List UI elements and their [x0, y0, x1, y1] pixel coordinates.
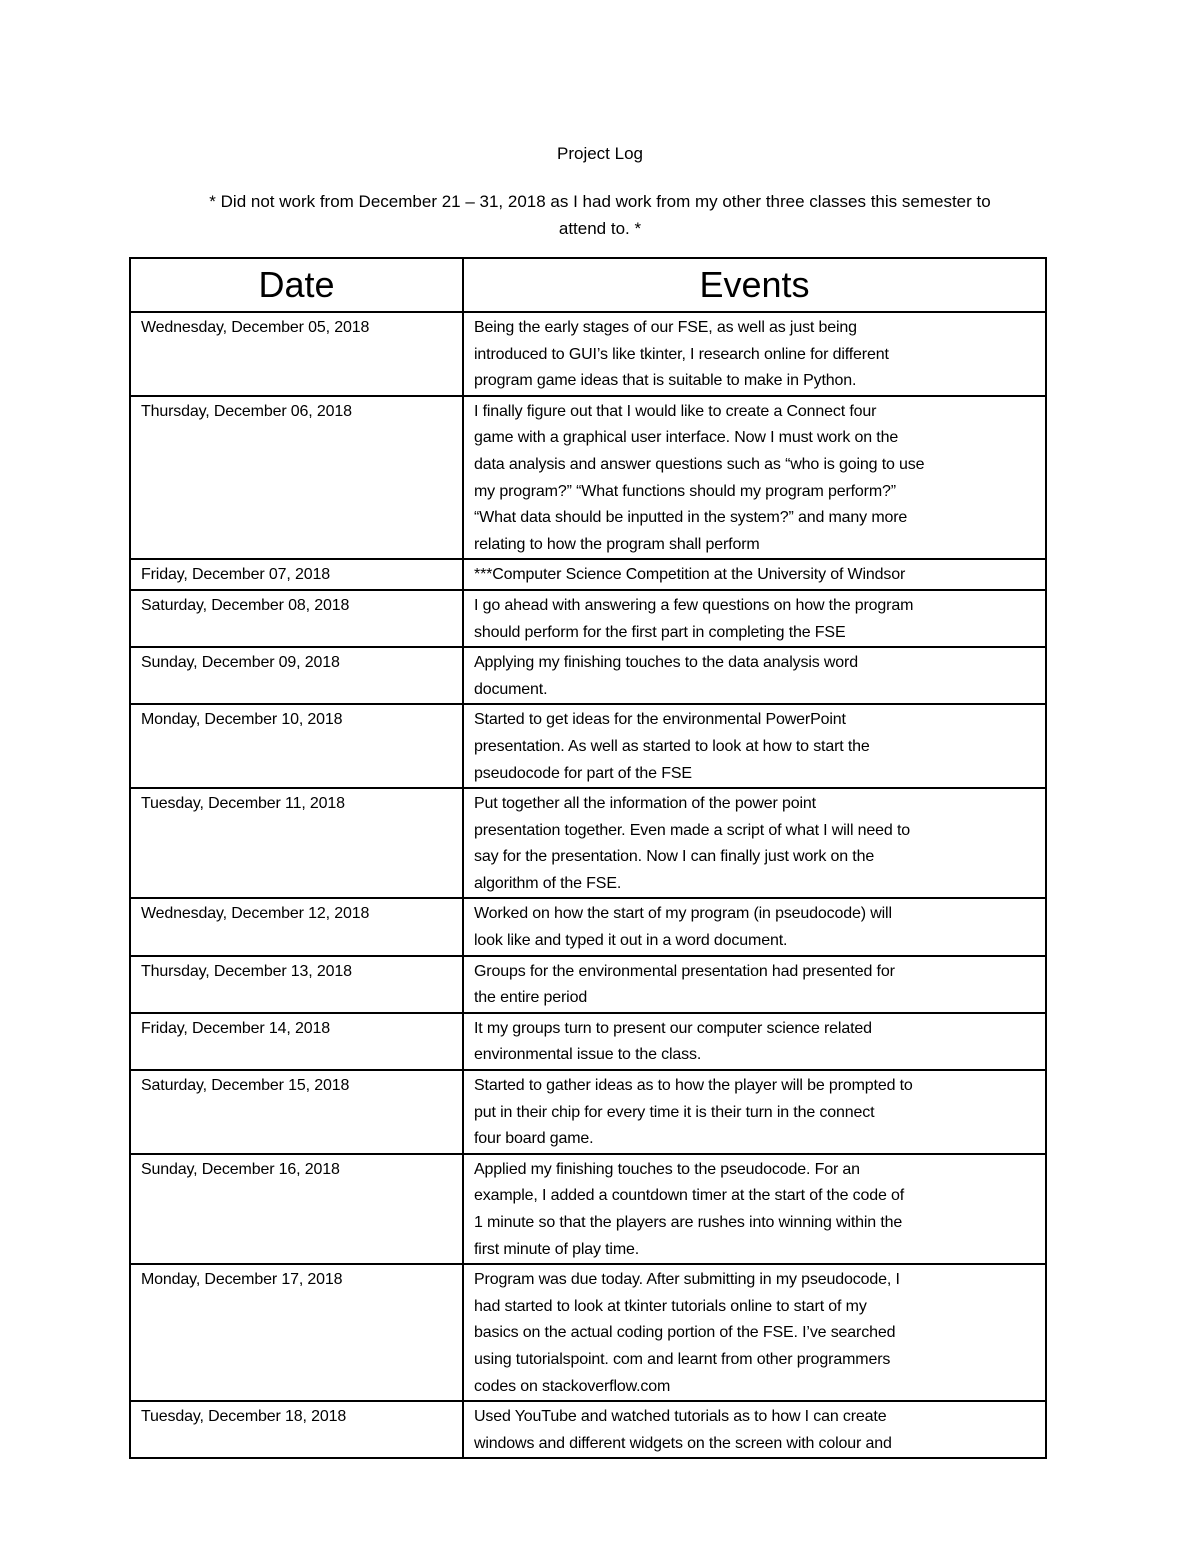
event-text-line: Started to gather ideas as to how the player will be prompted to [474, 1077, 913, 1095]
date-cell [130, 1154, 463, 1264]
event-text-line: ***Computer Science Competition at the University of Windsor [474, 566, 906, 584]
date-text: Sunday, December 09, 2018 [141, 654, 340, 672]
event-text-line: “What data should be inputted in the system?” and many more [474, 509, 908, 527]
event-text-line: document. [474, 680, 548, 698]
event-text-line: should perform for the first part in completing the FSE [474, 623, 846, 641]
event-text-line: my program?” “What functions should my program perform?” [474, 482, 896, 500]
event-text-line: It my groups turn to present our computer science related [474, 1019, 872, 1037]
date-text: Tuesday, December 11, 2018 [141, 795, 345, 813]
event-text-line: 1 minute so that the players are rushes into winning within the [474, 1214, 903, 1231]
table-row [130, 704, 1046, 788]
table-row [130, 590, 1046, 647]
table-row [130, 559, 1046, 590]
table-header-row [130, 258, 1046, 312]
event-text-line: presentation. As well as started to look at how to start the [474, 737, 870, 755]
note-line: * Did not work from December 21 – 31, 2018 as I had work from my other three classes this semester to [209, 192, 991, 211]
events-cell [463, 590, 1046, 647]
event-text-line: program game ideas that is suitable to make in Python. [474, 372, 857, 390]
table-row [130, 898, 1046, 955]
events-cell [463, 898, 1046, 955]
event-text-line: Started to get ideas for the environmental PowerPoint [474, 711, 846, 729]
event-text-line: windows and different widgets on the screen with colour and [474, 1434, 892, 1452]
event-text-line: data analysis and answer questions such as “who is going to use [474, 455, 925, 473]
event-text-line: Applying my finishing touches to the data analysis word [474, 654, 858, 672]
events-cell [463, 1154, 1046, 1264]
date-text: Wednesday, December 05, 2018 [141, 319, 370, 336]
date-text: Wednesday, December 12, 2018 [141, 905, 370, 923]
date-cell [130, 788, 463, 898]
date-text: Monday, December 17, 2018 [141, 1271, 343, 1289]
events-cell [463, 1070, 1046, 1154]
document-note [130, 188, 1070, 242]
date-cell [130, 559, 463, 590]
date-column-header: Date [130, 258, 463, 312]
event-text-line: look like and typed it out in a word document. [474, 932, 788, 950]
event-text-line: introduced to GUI’s like tkinter, I research online for different [474, 345, 889, 363]
event-text-line: relating to how the program shall perform [474, 535, 760, 553]
date-cell [130, 312, 463, 396]
events-cell [463, 1264, 1046, 1401]
date-cell [130, 1401, 463, 1458]
project-log-table [129, 257, 1047, 1459]
table-row [130, 1401, 1046, 1458]
date-text: Thursday, December 06, 2018 [141, 402, 352, 420]
events-cell [463, 704, 1046, 788]
date-cell [130, 704, 463, 788]
events-cell [463, 788, 1046, 898]
table-row [130, 396, 1046, 560]
event-text-line: put in their chip for every time it is their turn in the connect [474, 1103, 875, 1121]
date-cell [130, 590, 463, 647]
events-cell [463, 1401, 1046, 1458]
table-row [130, 647, 1046, 704]
event-text-line: I finally figure out that I would like to create a Connect four [474, 402, 877, 420]
event-text-line: Being the early stages of our FSE, as well as just being [474, 319, 857, 336]
date-cell [130, 1070, 463, 1154]
event-text-line: first minute of play time. [474, 1240, 640, 1258]
document-title: Project Log [557, 144, 643, 163]
event-text-line: presentation together. Even made a script of what I will need to [474, 821, 910, 839]
event-text-line: codes on stackoverflow.com [474, 1377, 671, 1395]
date-text: Sunday, December 16, 2018 [141, 1160, 340, 1178]
event-text-line: Worked on how the start of my program (in pseudocode) will [474, 905, 892, 923]
event-text-line: environmental issue to the class. [474, 1046, 702, 1064]
table-body [130, 312, 1046, 1458]
date-cell [130, 1013, 463, 1070]
table-row [130, 1154, 1046, 1264]
table-row [130, 312, 1046, 396]
date-text: Tuesday, December 18, 2018 [141, 1408, 347, 1426]
events-cell [463, 559, 1046, 590]
event-text-line: the entire period [474, 989, 588, 1007]
events-cell [463, 312, 1046, 396]
event-text-line: four board game. [474, 1130, 594, 1148]
event-text-line: Program was due today. After submitting in my pseudocode, I [474, 1271, 900, 1289]
date-text: Saturday, December 08, 2018 [141, 596, 350, 614]
date-text: Monday, December 10, 2018 [141, 711, 343, 729]
events-column-header: Events [463, 258, 1046, 312]
note-line: attend to. * [558, 219, 642, 238]
event-text-line: basics on the actual coding portion of the FSE. I’ve searched [474, 1324, 896, 1342]
event-text-line: Used YouTube and watched tutorials as to how I can create [474, 1408, 887, 1426]
date-text: Saturday, December 15, 2018 [141, 1077, 350, 1095]
event-text-line: pseudocode for part of the FSE [474, 764, 692, 782]
event-text-line: algorithm of the FSE. [474, 874, 622, 892]
date-cell [130, 956, 463, 1013]
events-cell [463, 1013, 1046, 1070]
date-text: Thursday, December 13, 2018 [141, 962, 352, 980]
date-cell [130, 898, 463, 955]
events-cell [463, 396, 1046, 560]
date-text: Friday, December 07, 2018 [141, 566, 330, 584]
date-cell [130, 1264, 463, 1401]
table-row [130, 1013, 1046, 1070]
event-text-line: Applied my finishing touches to the pseudocode. For an [474, 1160, 860, 1178]
event-text-line: had started to look at tkinter tutorials online to start of my [474, 1297, 867, 1315]
event-text-line: say for the presentation. Now I can finally just work on the [474, 848, 875, 866]
table-row [130, 956, 1046, 1013]
events-cell [463, 647, 1046, 704]
table-row [130, 1264, 1046, 1401]
table-row [130, 1070, 1046, 1154]
date-cell [130, 647, 463, 704]
date-text: Friday, December 14, 2018 [141, 1019, 330, 1037]
event-text-line: game with a graphical user interface. Now I must work on the [474, 429, 899, 447]
date-cell [130, 396, 463, 560]
event-text-line: using tutorialspoint. com and learnt from other programmers [474, 1350, 891, 1368]
event-text-line: example, I added a countdown timer at the start of the code of [474, 1187, 905, 1205]
event-text-line: I go ahead with answering a few questions on how the program [474, 596, 914, 614]
event-text-line: Groups for the environmental presentation had presented for [474, 962, 895, 980]
events-cell [463, 956, 1046, 1013]
event-text-line: Put together all the information of the power point [474, 795, 816, 813]
table-row [130, 788, 1046, 898]
